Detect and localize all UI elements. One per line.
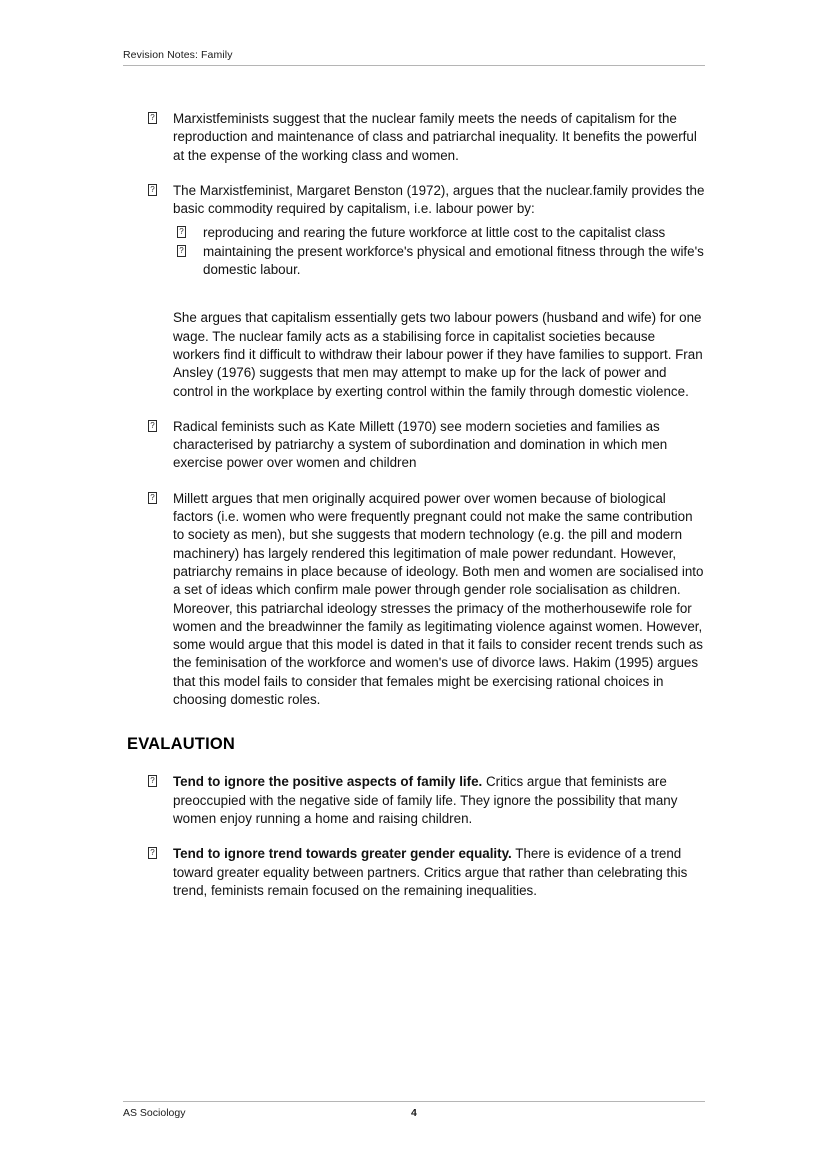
missing-glyph-bullet-icon: ?	[148, 492, 157, 504]
missing-glyph-bullet-icon: ?	[148, 420, 157, 432]
bullet-item	[127, 418, 705, 473]
section-heading-evaluation: EVALAUTION	[127, 735, 236, 754]
page-number: 4	[411, 1107, 417, 1119]
running-footer	[123, 1101, 705, 1123]
evaluation-bullet-text	[173, 773, 705, 828]
bullet-item	[127, 182, 705, 219]
footer-subject-label: AS Sociology	[123, 1107, 186, 1119]
bullet-item	[127, 490, 705, 710]
nested-bullet-item	[127, 224, 705, 242]
missing-glyph-bullet-icon: ?	[148, 847, 157, 859]
footer-divider	[123, 1101, 705, 1102]
missing-glyph-bullet-icon: ?	[148, 184, 157, 196]
running-header	[123, 48, 705, 66]
bullet-item	[127, 110, 705, 165]
evaluation-bullet-text	[173, 845, 705, 900]
bullet-text: The Marxistfeminist, Margaret Benston (1972), argues that the nuclear.family provides the basic commodity required by capitalism, i.e. labour power by:	[173, 182, 705, 217]
missing-glyph-bullet-icon: ?	[177, 245, 186, 257]
bullet-text: Radical feminists such as Kate Millett (1970) see modern societies and families as characterised by patriarchy a system of subordination and domination in which men exercise power over women and children	[173, 418, 668, 471]
header-divider	[123, 65, 705, 66]
nested-bullet-list	[127, 224, 705, 279]
missing-glyph-bullet-icon: ?	[177, 226, 186, 238]
nested-bullet-item	[127, 243, 705, 280]
evaluation-lead-in: Tend to ignore the positive aspects of family life.	[173, 774, 483, 790]
missing-glyph-bullet-icon: ?	[148, 775, 157, 787]
document-body	[127, 110, 705, 917]
evaluation-lead-in: Tend to ignore trend towards greater gender equality.	[173, 846, 512, 862]
evaluation-body-text: There is evidence of a trend toward greater equality between partners. Critics argue that rather than celebrating this trend, feminists remain focused on the remaining inequalities.	[173, 846, 688, 898]
bullet-text: Millett argues that men originally acquired power over women because of biological factors (i.e. women who were frequently pregnant could not make the same contribution to society as men), but she suggests that modern technology (e.g. the pill and modern machinery) has largely rendered this legitimation of male power redundant. However, patriarchy remains in place because of ideology. Both men and women are socialised into a set of ideas which confirm male power through gender role socialisation as children. Moreover, this patriarchal ideology stresses the primacy of the motherhousewife role for women and the breadwinner the family as legitimating violence against women. However, some would argue that this model is dated in that it fails to consider recent trends such as the feminisation of the workforce and women's use of divorce laws. Hakim (1995) argues that this model fails to consider that females might be exercising rational choices in choosing domestic roles.	[173, 490, 704, 708]
header-title: Revision Notes: Family	[123, 49, 233, 61]
evaluation-bullet-item	[127, 773, 705, 828]
body-paragraph	[127, 309, 705, 400]
nested-bullet-text: maintaining the present workforce's physical and emotional fitness through the wife's domestic labour.	[203, 243, 704, 278]
missing-glyph-bullet-icon: ?	[148, 112, 157, 124]
bullet-text: Marxistfeminists suggest that the nuclear family meets the needs of capitalism for the reproduction and maintenance of class and patriarchal inequality. It benefits the powerful at the expense of the working class and women.	[173, 111, 697, 163]
nested-bullet-text: reproducing and rearing the future workforce at little cost to the capitalist class	[203, 225, 666, 241]
paragraph-text: She argues that capitalism essentially gets two labour powers (husband and wife) for one wage. The nuclear family acts as a stabilising force in capitalist societies because workers find it difficult to withdraw their labour power if they have families to support. Fran Ansley (1976) suggests that men may attempt to make up for the lack of power and control in the workplace by exerting control within the family through domestic violence.	[173, 310, 703, 399]
evaluation-bullet-item	[127, 845, 705, 900]
evaluation-body-text: Critics argue that feminists are preoccupied with the negative side of family life. They ignore the possibility that many women enjoy running a home and raising children.	[173, 774, 678, 826]
